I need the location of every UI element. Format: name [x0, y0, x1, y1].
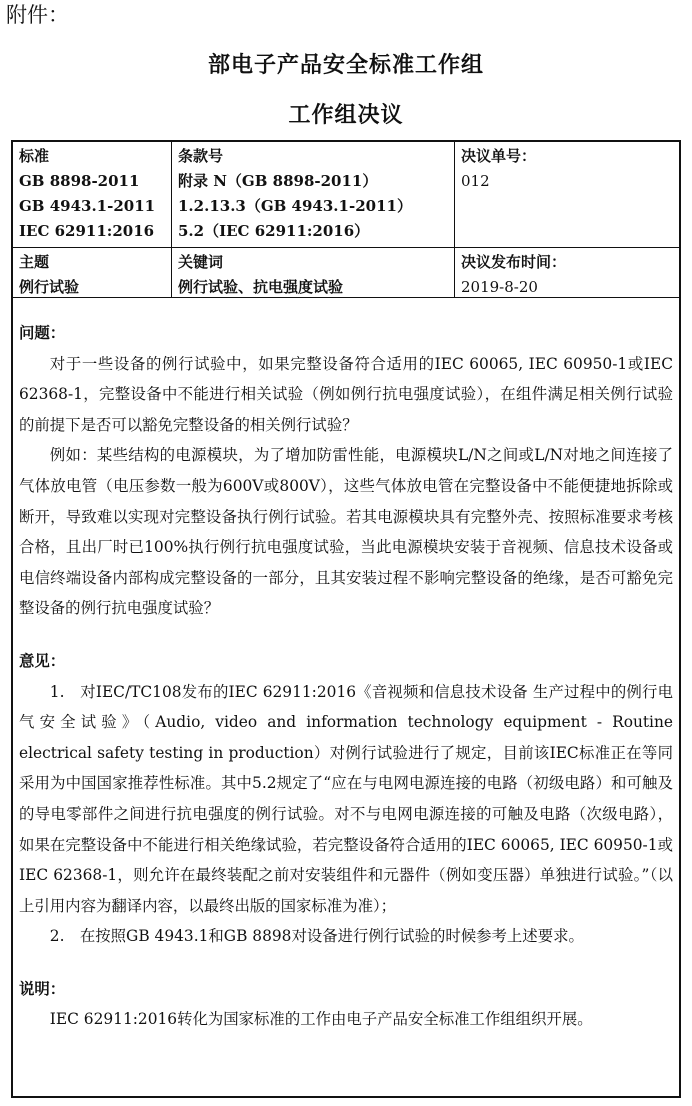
clause-value-1: 附录 N（GB 8898-2011）	[178, 172, 378, 190]
standard-value-1: GB 8898-2011	[19, 172, 140, 190]
standard-value-2: GB 4943.1-2011	[19, 197, 156, 215]
standard-value-3: IEC 62911:2016	[19, 222, 155, 240]
resolution-number-header: 决议单号：	[461, 147, 537, 165]
clause-cell	[172, 142, 454, 246]
subject-value: 例行试验	[19, 278, 80, 296]
resolution-document	[11, 140, 681, 1098]
release-time-header: 决议发布时间：	[461, 253, 567, 271]
release-time-value: 2019-8-20	[461, 278, 538, 296]
attachment-label: 附件：	[6, 3, 69, 27]
question-paragraph-2: 例如：某些结构的电源模块，为了增加防雷性能，电源模块L/N之间或L/N对地之间连接了气体放电管（电压参数一般为600V或800V），这些气体放电管在完整设备中不能便捷地拆除或断开，导致难以实现对完整设备执行例行试验。若其电源模块具有完整外壳、按照标准要求考核合格，且出厂时已100%执行例行抗电强度试验，当此电源模块安装于音视频、信息技术设备或电信终端设备内部构成完整设备的一部分，且其安装过程不影响完整设备的绝缘，是否可豁免完整设备的例行抗电强度试验？	[19, 446, 673, 618]
subject-cell	[13, 248, 171, 302]
note-heading: 说明：	[19, 979, 66, 998]
opinion-paragraph-1: 1. 对IEC/TC108发布的IEC 62911:2016《音视频和信息技术设备 生产过程中的例行电气安全试验》（Audio, video and information technology equipment - Routine electrical safety testing in production）对例行试验进行了规定，目前该IEC标准正在等同采用为中国国家推荐性标准。其中5.2规定了“应在与电网电源连接的电路（初级电路）和可触及的导电零部件之间进行抗电强度的例行试验。对不与电网电源连接的可触及电路（次级电路），如果在完整设备中不能进行相关绝缘试验，若完整设备符合适用的IEC 60065, IEC 60950-1或IEC 62368-1，则允许在最终装配之前对安装组件和元器件（例如变压器）单独进行试验。”（以上引用内容为翻译内容，以最终出版的国家标准为准）；	[19, 682, 673, 915]
clause-value-2: 1.2.13.3（GB 4943.1-2011）	[178, 197, 412, 215]
keywords-header: 关键词	[178, 253, 224, 271]
question-paragraph-1: 对于一些设备的例行试验中，如果完整设备符合适用的IEC 60065, IEC 60950-1或IEC 62368-1，完整设备中不能进行相关试验（例如例行抗电强度试验），在组件满足相关例行试验的前提下是否可以豁免完整设备的相关例行试验？	[19, 354, 673, 434]
question-heading: 问题：	[19, 324, 66, 342]
keywords-value: 例行试验、抗电强度试验	[178, 278, 344, 296]
clause-value-3: 5.2（IEC 62911:2016）	[178, 222, 370, 240]
document-title: 部电子产品安全标准工作组	[207, 53, 484, 78]
subject-header: 主题	[19, 253, 50, 271]
resolution-body	[13, 302, 679, 1035]
standard-header: 标准	[19, 147, 50, 165]
resolution-number-value: 012	[461, 172, 490, 190]
clause-header: 条款号	[178, 147, 224, 165]
document-subtitle: 工作组决议	[288, 103, 404, 128]
opinion-heading: 意见：	[19, 651, 66, 670]
resolution-number-cell	[455, 142, 679, 196]
keywords-cell	[172, 248, 454, 302]
release-time-cell	[455, 248, 679, 302]
standard-cell	[13, 142, 171, 246]
note-paragraph-1: IEC 62911:2016转化为国家标准的工作由电子产品安全标准工作组组织开展。	[49, 1010, 593, 1029]
opinion-paragraph-2: 2. 在按照GB 4943.1和GB 8898对设备进行例行试验的时候参考上述要求。	[49, 927, 584, 946]
